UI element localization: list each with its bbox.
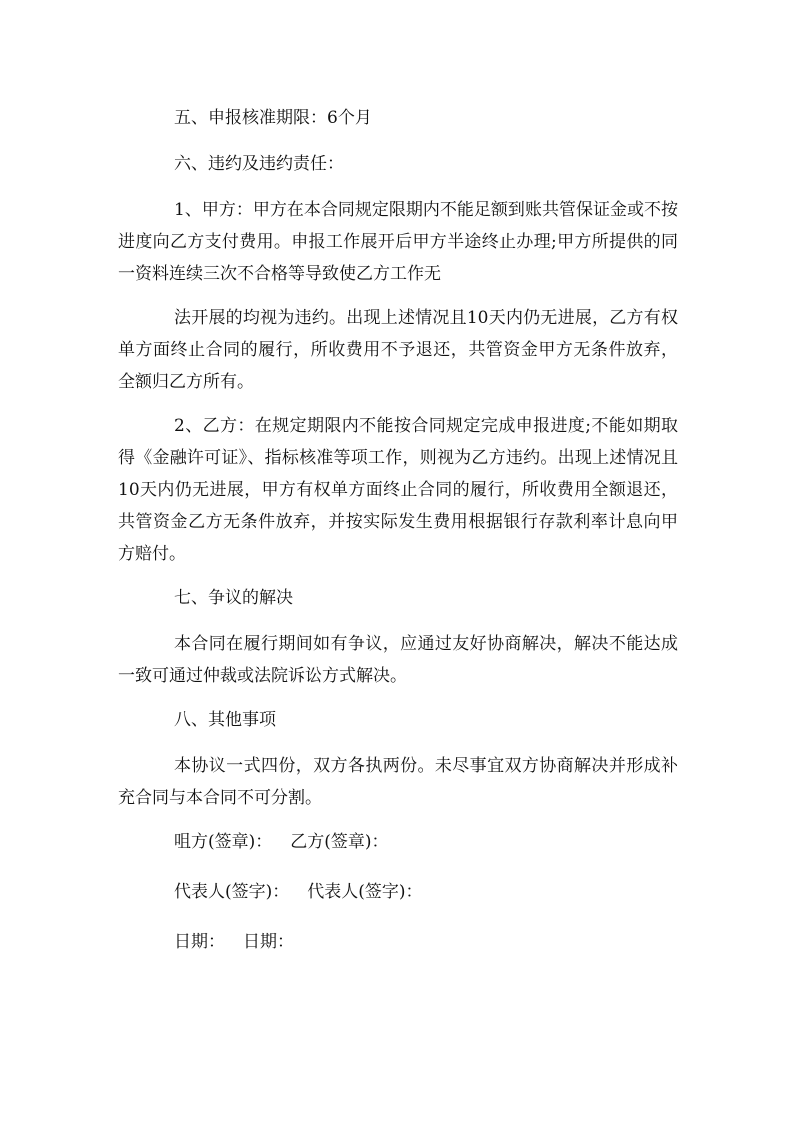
section6-item1: 1、甲方：甲方在本合同规定限期内不能足额到账共管保证金或不按进度向乙方支付费用。申报工作展开后甲方半途终止办理;甲方所提供的同一资料连续三次不合格等导致使乙方工作无 <box>118 200 678 284</box>
party-b-seal-label: 乙方(签章)： <box>290 832 389 852</box>
party-b-representative-label: 代表人(签字)： <box>307 882 423 902</box>
section5-line: 五、申报核准期限：6个月 <box>174 108 372 128</box>
party-a-representative-label: 代表人(签字)： <box>174 882 290 902</box>
section8-heading: 八、其他事项 <box>174 710 276 730</box>
section8-text: 本协议一式四份，双方各执两份。未尽事宜双方协商解决并形成补充合同与本合同不可分割。 <box>118 756 678 808</box>
party-a-date-label: 日期： <box>174 932 225 952</box>
section6-item1-continued: 法开展的均视为违约。出现上述情况且10天内仍无进展，乙方有权单方面终止合同的履行，所收费用不予退还，共管资金甲方无条件放弃，全额归乙方所有。 <box>118 308 678 392</box>
signature-seal-row <box>118 826 678 858</box>
section7-heading: 七、争议的解决 <box>174 588 293 608</box>
party-a-seal-label: 咀方(签章)： <box>174 832 273 852</box>
document-body <box>118 102 678 976</box>
section6-item2: 2、乙方：在规定期限内不能按合同规定完成申报进度;不能如期取得《金融许可证》、指标核准等项工作，则视为乙方违约。出现上述情况且10天内仍无进展，甲方有权单方面终止合同的履行，所收费用全额退还，共管资金乙方无条件放弃，并按实际发生费用根据银行存款利率计息向甲方赔付。 <box>118 416 678 564</box>
section6-heading: 六、违约及违约责任： <box>174 154 344 174</box>
section7-text: 本合同在履行期间如有争议，应通过友好协商解决，解决不能达成一致可通过仲裁或法院诉讼方式解决。 <box>118 634 678 686</box>
party-b-date-label: 日期： <box>243 932 294 952</box>
signature-date-row <box>118 926 678 958</box>
signature-representative-row <box>118 876 678 908</box>
